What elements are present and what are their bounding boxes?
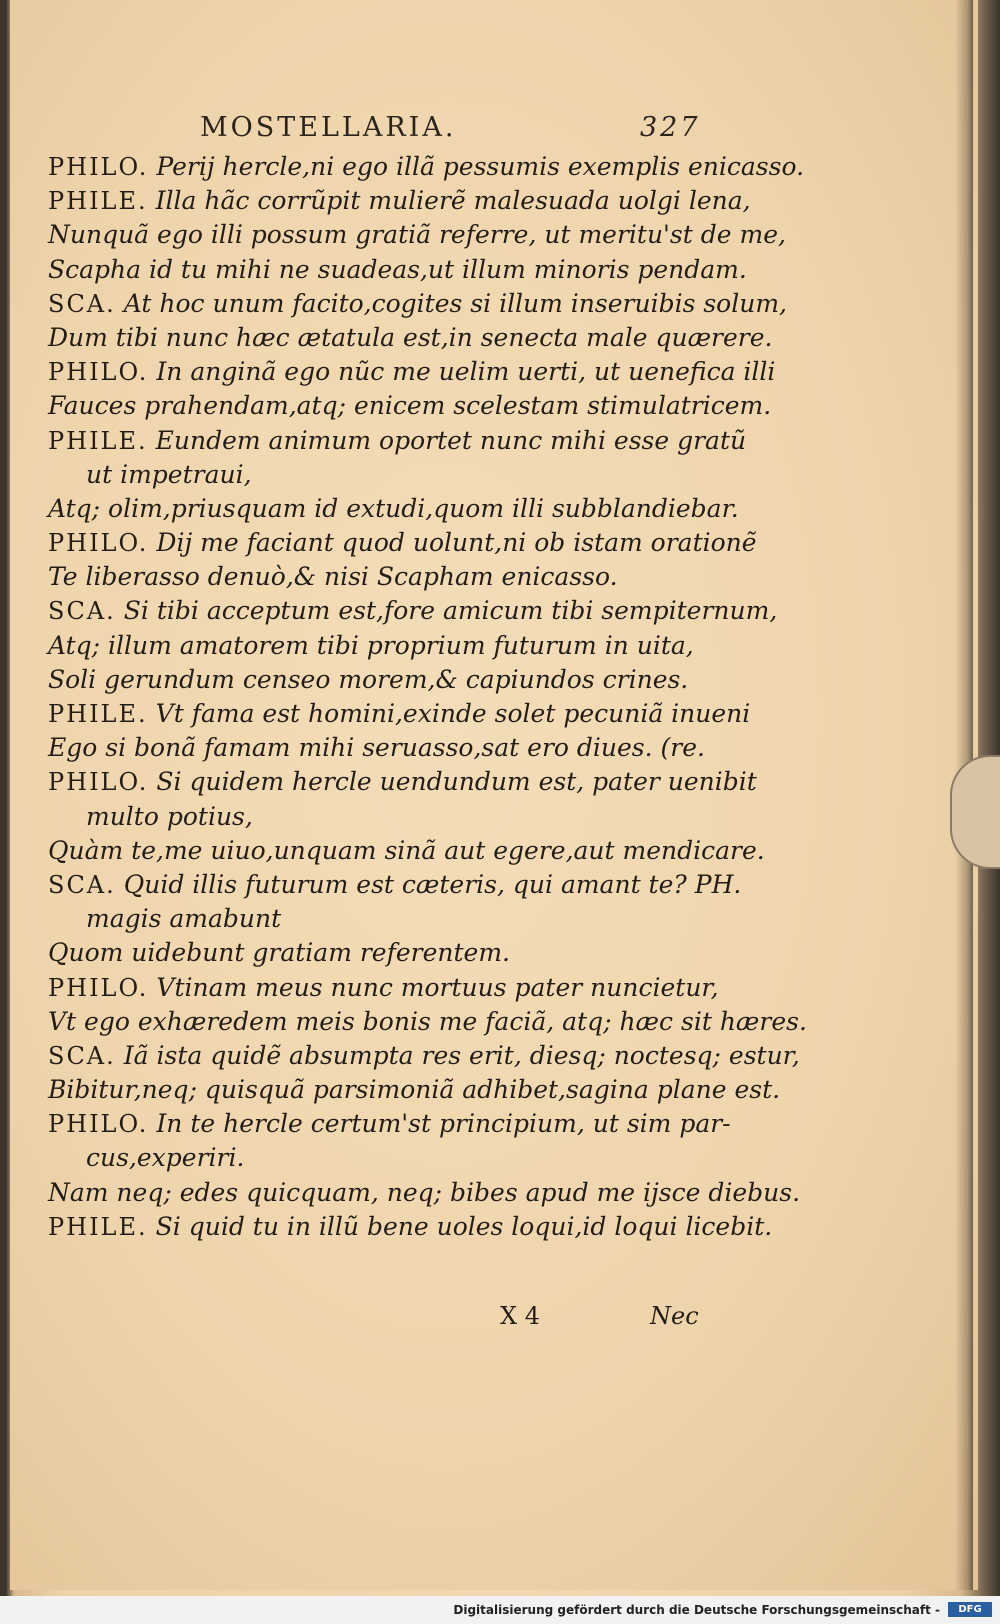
verse-text: Atq; olim,priusquam id extudi,quom illi subblandiebar. — [48, 493, 739, 523]
text-line — [48, 765, 928, 799]
verse-text: Illa hãc corrũpit mulierẽ malesuada uolgi lena, — [155, 186, 751, 216]
credit-text: Digitalisierung gefördert durch die Deutsche Forschungsgemeinschaft - — [453, 1603, 940, 1617]
text-line — [48, 868, 928, 902]
verse-text: cus,experiri. — [86, 1143, 245, 1173]
running-title: MOSTELLARIA. — [200, 112, 457, 143]
verse-text: Si quidem hercle uendundum est, pater uenibit — [156, 767, 757, 797]
verse-text: In anginã ego nũc me uelim uerti, ut uenefica illi — [156, 357, 776, 387]
verse-text: Te liberasso denuò,& nisi Scapham enicasso. — [48, 562, 618, 592]
speaker-label: PHILO. — [48, 358, 149, 387]
text-line — [48, 355, 928, 389]
verse-text: Soli gerundum censeo morem,& capiundos crines. — [48, 664, 689, 694]
text-line — [48, 218, 928, 252]
text-line — [48, 1005, 928, 1039]
verse-text: Nunquã ego illi possum gratiã referre, ut meritu'st de me, — [48, 220, 786, 250]
verse-text: Quid illis futurum est cæteris, qui amant te? PH. — [123, 869, 742, 899]
text-line — [48, 594, 928, 628]
page-footer — [500, 1302, 700, 1336]
verse-text: Bibitur,neq; quisquã parsimoniã adhibet,sagina plane est. — [48, 1075, 781, 1105]
page-tab-marker — [950, 755, 1000, 869]
text-line — [48, 1039, 928, 1073]
catchword: Nec — [650, 1302, 699, 1330]
speaker-label: PHILO. — [48, 768, 149, 797]
verse-text: Dum tibi nunc hæc ætatula est,in senecta male quærere. — [48, 322, 773, 352]
speaker-label: PHILO. — [48, 1110, 149, 1139]
text-line — [48, 936, 928, 970]
text-line — [48, 1073, 928, 1107]
page-number: 327 — [640, 112, 701, 143]
verse-text: Dij me faciant quod uolunt,ni ob istam orationẽ — [156, 528, 757, 558]
speaker-label: PHILE. — [48, 426, 148, 455]
verse-text: Eundem animum oportet nunc mihi esse gratũ — [155, 425, 747, 455]
verse-text: At hoc unum facito,cogites si illum inseruibis solum, — [123, 288, 787, 318]
verse-text: Nam neq; edes quicquam, neq; bibes apud me ijsce diebus. — [48, 1177, 801, 1207]
text-line — [48, 287, 928, 321]
verse-text: Quom uidebunt gratiam referentem. — [48, 938, 510, 968]
text-line — [48, 800, 928, 834]
speaker-label: SCA. — [48, 1041, 116, 1070]
text-line — [48, 526, 928, 560]
verse-text: magis amabunt — [86, 904, 282, 934]
text-line — [48, 1141, 928, 1175]
text-line — [48, 492, 928, 526]
credit-bar — [0, 1596, 1000, 1624]
signature-mark: X 4 — [500, 1302, 540, 1330]
text-line — [48, 321, 928, 355]
speaker-label: PHILE. — [48, 700, 148, 728]
text-line — [48, 629, 928, 663]
running-header — [200, 112, 700, 148]
speaker-label: SCA. — [48, 289, 116, 318]
verse-text: Scapha id tu mihi ne suadeas,ut illum minoris pendam. — [48, 254, 747, 284]
verse-text: Vt fama est homini,exinde solet pecuniã inueni — [155, 699, 751, 728]
text-line — [48, 697, 928, 731]
speaker-label: PHILE. — [48, 1212, 148, 1241]
verse-text: Quàm te,me uiuo,unquam sinã aut egere,aut mendicare. — [48, 835, 765, 865]
text-line — [48, 184, 928, 218]
verse-text: Iã ista quidẽ absumpta res erit, diesq; noctesq; estur, — [123, 1040, 800, 1070]
dfg-logo: DFG — [948, 1602, 992, 1617]
speaker-label: PHILO. — [48, 529, 149, 558]
verse-text: Si quid tu in illũ bene uoles loqui,id loqui licebit. — [155, 1211, 773, 1241]
text-line — [48, 424, 928, 458]
verse-text: Ego si bonã famam mihi seruasso,sat ero diues. (re. — [48, 733, 705, 763]
text-line — [48, 253, 928, 287]
speaker-label: SCA. — [48, 870, 116, 899]
text-line — [48, 834, 928, 868]
verse-text: In te hercle certum'st principium, ut sim par- — [156, 1109, 731, 1139]
speaker-label: PHILE. — [48, 187, 148, 216]
verse-text: Perij hercle,ni ego illã pessumis exemplis enicasso. — [156, 152, 805, 181]
verse-text: Si tibi acceptum est,fore amicum tibi sempiternum, — [123, 596, 778, 626]
play-text-body — [48, 150, 928, 1244]
verse-text: Atq; illum amatorem tibi proprium futurum in uita, — [48, 630, 694, 660]
speaker-label: PHILO. — [48, 153, 149, 181]
text-line — [48, 731, 928, 765]
text-line — [48, 389, 928, 423]
verse-text: Vtinam meus nunc mortuus pater nuncietur, — [156, 972, 719, 1002]
text-line — [48, 902, 928, 936]
verse-text: multo potius, — [86, 801, 253, 831]
text-line — [48, 1176, 928, 1210]
text-line — [48, 1210, 928, 1244]
text-line — [48, 458, 928, 492]
text-line — [48, 663, 928, 697]
speaker-label: SCA. — [48, 597, 116, 626]
verse-text: Fauces prahendam,atq; enicem scelestam stimulatricem. — [48, 391, 772, 421]
speaker-label: PHILO. — [48, 973, 149, 1002]
verse-text: Vt ego exhæredem meis bonis me faciã, atq; hæc sit hæres. — [48, 1006, 807, 1036]
text-line — [48, 1107, 928, 1141]
verse-text: ut impetraui, — [86, 459, 252, 489]
text-line — [48, 150, 928, 184]
text-line — [48, 971, 928, 1005]
text-line — [48, 560, 928, 594]
